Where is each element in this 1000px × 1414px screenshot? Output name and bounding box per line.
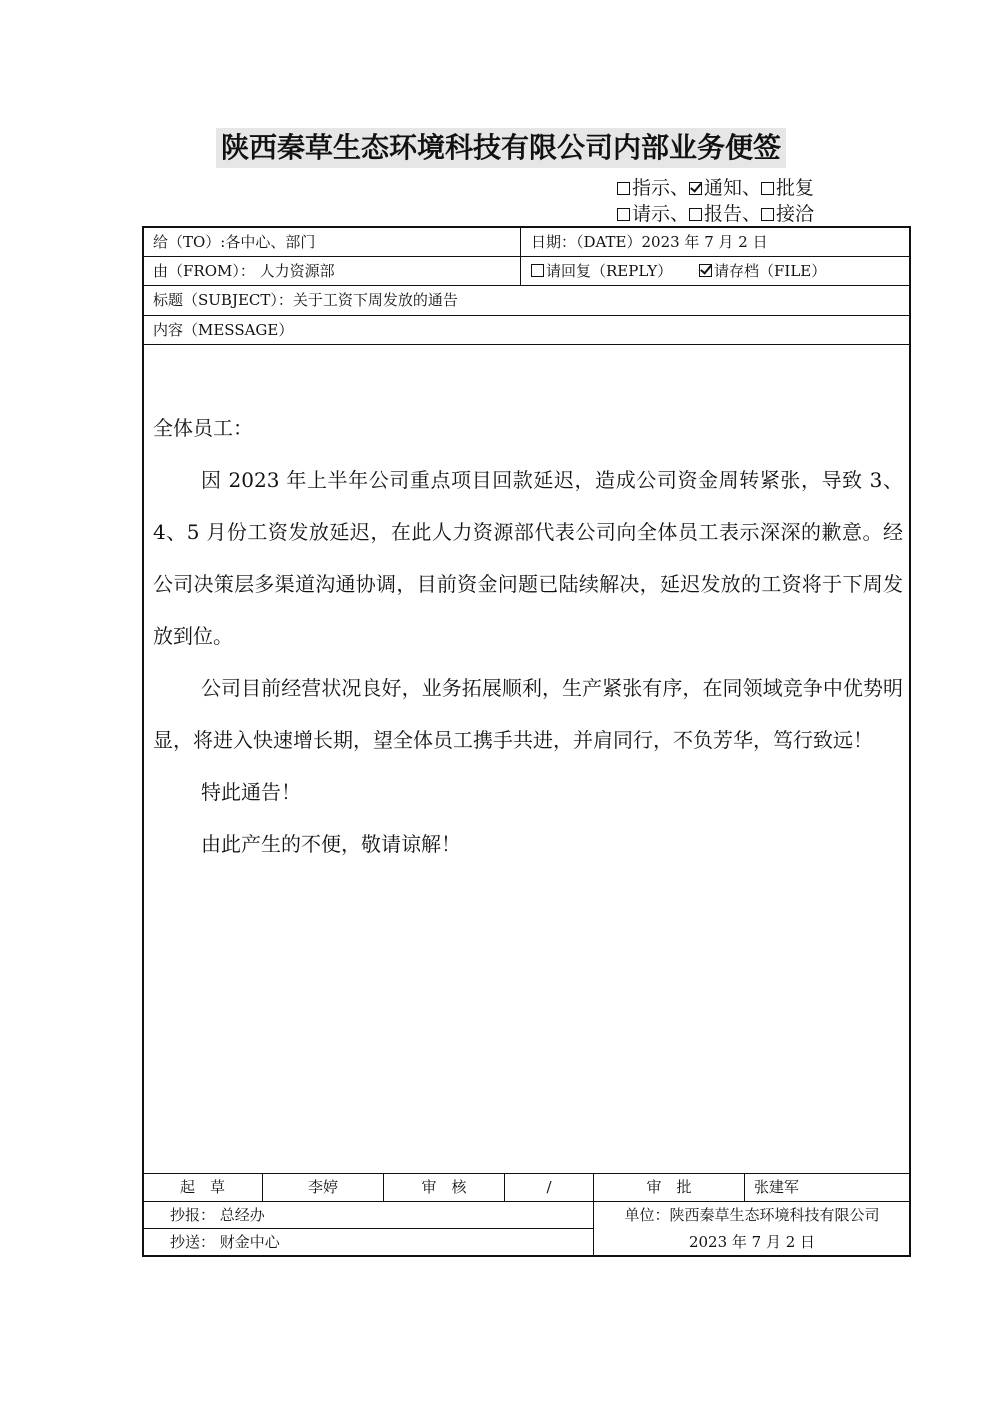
checked-checkbox-icon [689,182,702,195]
checkbox-icon [761,182,774,195]
checkbox-icon [617,208,630,221]
to-field: 给（TO）:各中心、部门 [153,233,316,251]
report-to: 抄报： 总经办 [170,1206,265,1224]
copy-to: 抄送： 财金中心 [170,1233,280,1251]
from-field: 由（FROM）： 人力资源部 [153,262,335,280]
subject-field: 标题（SUBJECT）：关于工资下周发放的通告 [153,291,458,309]
checkbox-icon [761,208,774,221]
category-row-2 [617,202,814,226]
category-row-1 [617,176,814,200]
footer-date: 2023 年 7 月 2 日 [688,1233,816,1251]
date-field: 日期：（DATE）2023 年 7 月 2 日 [531,233,768,251]
category-option[interactable] [689,177,761,199]
issuing-unit: 单位：陕西秦草生态环境科技有限公司 [624,1206,880,1224]
category-option[interactable] [617,177,689,199]
memo-title: 陕西秦草生态环境科技有限公司内部业务便签 [216,128,786,168]
draft-name: 李婷 [307,1178,338,1196]
file-label: 请存档（FILE） [714,262,827,280]
category-option[interactable] [689,203,761,225]
category-option[interactable] [761,203,814,225]
category-label: 接洽 [776,203,815,225]
message-paragraph: 因 2023 年上半年公司重点项目回款延迟，造成公司资金周转紧张，导致 3、4、5 月份工资发放延迟，在此人力资源部代表公司向全体员工表示深深的歉意。经公司决策层多渠道沟通协调，目前资金问题已陆续解决，延迟发放的工资将于下周发放到位。 [153,468,903,648]
checked-checkbox-icon [699,264,712,277]
divider [744,1173,745,1201]
greeting: 全体员工： [153,416,253,440]
draft-label: 起 草 [179,1178,225,1196]
message-label: 内容（MESSAGE） [153,321,294,339]
review-label: 审 核 [421,1178,467,1196]
category-label: 请示、 [632,203,690,225]
message-body [153,402,903,870]
category-option[interactable] [761,177,814,199]
checkbox-icon [617,182,630,195]
category-label: 报告、 [704,203,762,225]
divider [143,344,910,345]
checkbox-icon [531,264,544,277]
approve-label: 审 批 [646,1178,692,1196]
review-value: / [546,1178,552,1196]
category-label: 通知、 [704,177,762,199]
category-option[interactable] [617,203,689,225]
category-label: 批复 [776,177,815,199]
approve-name: 张建军 [754,1178,800,1196]
message-paragraph: 由此产生的不便，敬请谅解！ [201,832,461,856]
checkbox-icon [689,208,702,221]
divider [520,227,521,285]
category-label: 指示、 [632,177,690,199]
file-option[interactable] [699,257,826,285]
reply-option[interactable] [531,257,672,285]
message-paragraph: 特此通告！ [201,780,301,804]
reply-label: 请回复（REPLY） [546,262,673,280]
message-paragraph: 公司目前经营状况良好，业务拓展顺利，生产紧张有序，在同领域竞争中优势明显，将进入快速增长期，望全体员工携手共进，并肩同行，不负芳华，笃行致远！ [153,676,903,752]
